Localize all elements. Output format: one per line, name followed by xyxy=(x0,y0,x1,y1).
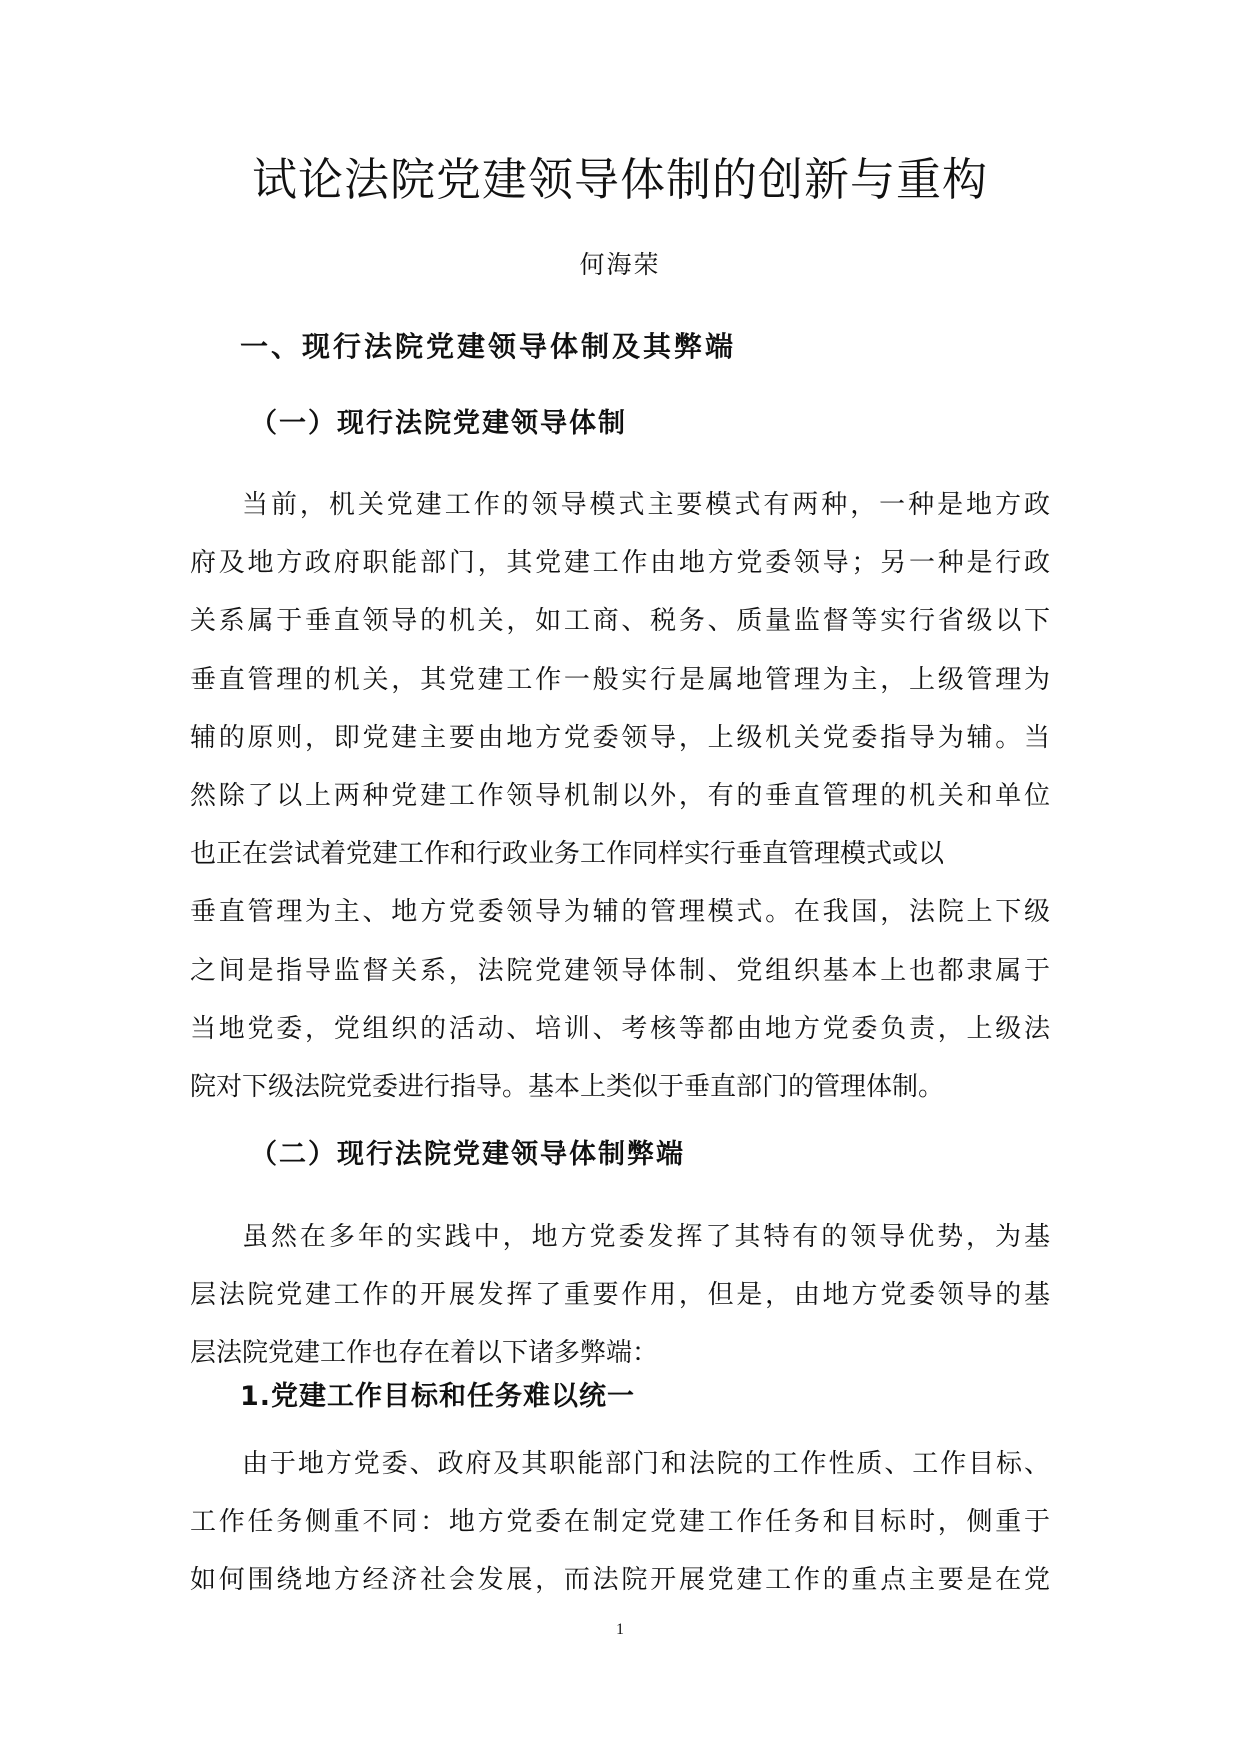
paragraph-1 xyxy=(190,476,1050,1116)
author-name: 何海荣 xyxy=(579,250,661,279)
paragraph-2 xyxy=(190,1208,1050,1383)
paragraph-line: 当地党委，党组织的活动、培训、考核等都由地方党委负责，上级法 xyxy=(190,1013,1050,1044)
paragraph-3 xyxy=(190,1435,1050,1610)
paragraph-line: 也正在尝试着党建工作和行政业务工作同样实行垂直管理模式或以 xyxy=(190,839,945,870)
paragraph-line: 层法院党建工作也存在着以下诸多弊端： xyxy=(190,1338,659,1369)
item-heading-1: 1.党建工作目标和任务难以统一 xyxy=(240,1381,636,1412)
page-number: 1 xyxy=(616,1621,624,1638)
paragraph-line: 由于地方党委、政府及其职能部门和法院的工作性质、工作目标、 xyxy=(242,1449,1050,1479)
paragraph-line: 当前，机关党建工作的领导模式主要模式有两种，一种是地方政 xyxy=(242,490,1050,520)
paragraph-line: 之间是指导监督关系，法院党建领导体制、党组织基本上也都隶属于 xyxy=(190,955,1050,986)
paragraph-line: 辅的原则，即党建主要由地方党委领导，上级机关党委指导为辅。当 xyxy=(190,722,1050,753)
paragraph-line: 如何围绕地方经济社会发展，而法院开展党建工作的重点主要是在党 xyxy=(190,1565,1050,1596)
paragraph-line: 工作任务侧重不同：地方党委在制定党建工作任务和目标时，侧重于 xyxy=(190,1507,1050,1538)
paragraph-line: 垂直管理为主、地方党委领导为辅的管理模式。在我国，法院上下级 xyxy=(190,897,1050,928)
document-title: 试论法院党建领导体制的创新与重构 xyxy=(251,153,988,206)
paragraph-line: 然除了以上两种党建工作领导机制以外，有的垂直管理的机关和单位 xyxy=(190,780,1050,811)
subsection-heading-1: （一）现行法院党建领导体制 xyxy=(250,408,627,439)
paragraph-line: 院对下级法院党委进行指导。基本上类似于垂直部门的管理体制。 xyxy=(190,1071,945,1102)
paragraph-line: 层法院党建工作的开展发挥了重要作用，但是，由地方党委领导的基 xyxy=(190,1280,1050,1311)
paragraph-line: 垂直管理的机关，其党建工作一般实行是属地管理为主，上级管理为 xyxy=(190,664,1050,695)
paragraph-line: 关系属于垂直领导的机关，如工商、税务、质量监督等实行省级以下 xyxy=(190,606,1050,637)
subsection-heading-2: （二）现行法院党建领导体制弊端 xyxy=(250,1139,685,1170)
paragraph-line: 虽然在多年的实践中，地方党委发挥了其特有的领导优势，为基 xyxy=(242,1222,1050,1252)
section-heading-1: 一、现行法院党建领导体制及其弊端 xyxy=(240,330,737,363)
paragraph-line: 府及地方政府职能部门，其党建工作由地方党委领导；另一种是行政 xyxy=(190,548,1050,579)
